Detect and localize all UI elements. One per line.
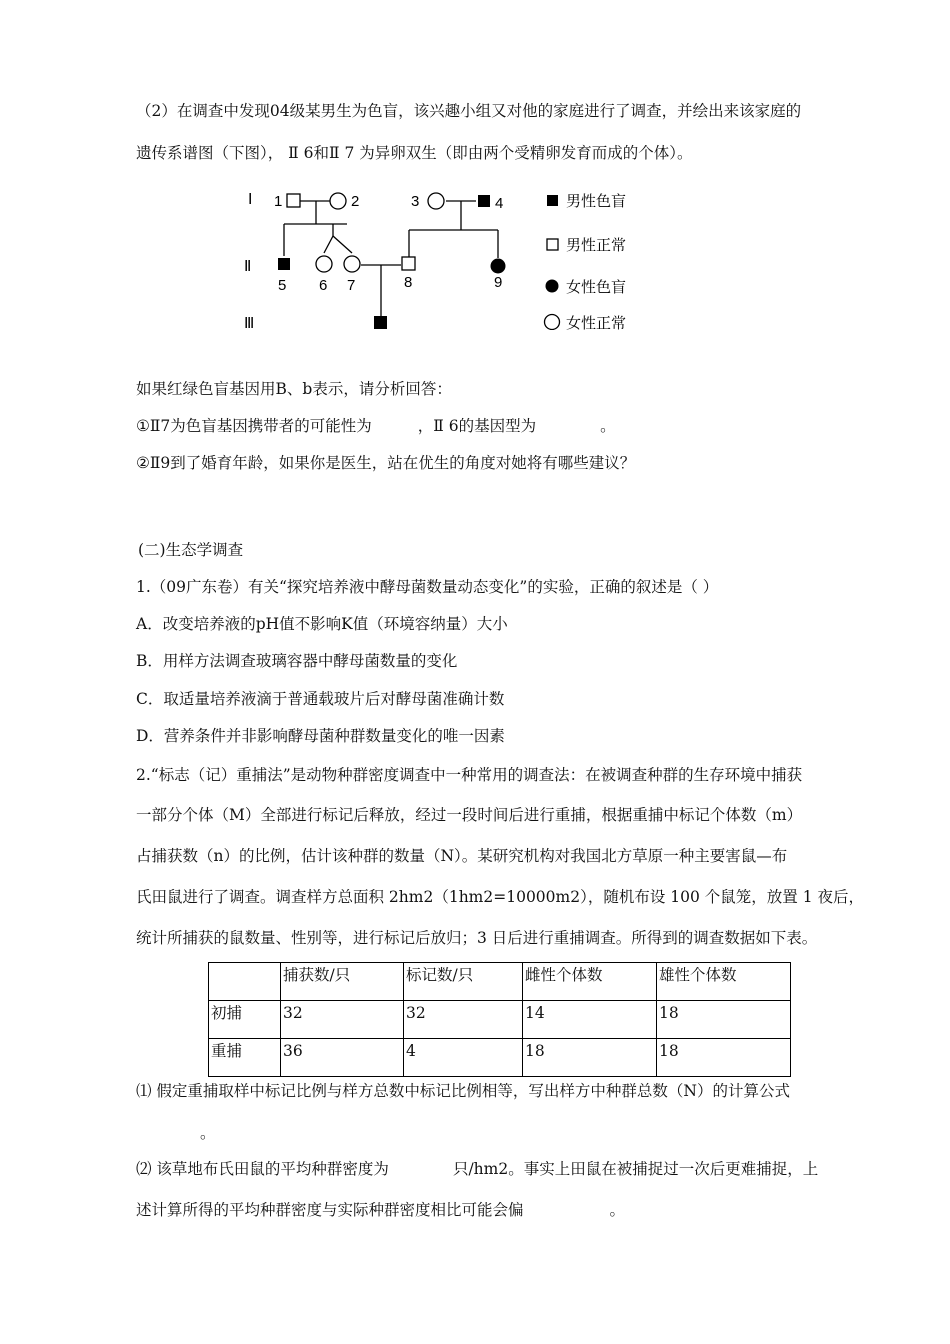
individual-label: 2 [351, 193, 360, 210]
legend-male-affected-icon [547, 195, 558, 206]
question-end: 。 [600, 417, 616, 435]
individual-label: 9 [494, 274, 503, 291]
table-header-cell: 雌性个体数 [523, 963, 657, 1001]
table-header-cell: 雄性个体数 [657, 963, 791, 1001]
subquestion-2-line-2 [136, 1200, 625, 1220]
individual-label: 8 [404, 274, 413, 291]
individual-label: 7 [347, 277, 356, 294]
option-c: C．取适量培养液滴于普通载玻片后对酵母菌准确计数 [136, 690, 505, 708]
q2-paragraph-line: 2.“标志（记）重捕法”是动物种群密度调查中一种常用的调查法：在被调查种群的生存环境中捕获 [136, 766, 803, 784]
analysis-question-2: ②Ⅱ9到了婚育年龄，如果你是医生，站在优生的角度对她将有哪些建议？ [136, 454, 636, 472]
analysis-question-1 [136, 416, 616, 436]
legend-male-normal-label: 男性正常 [566, 237, 627, 254]
table-row [209, 1001, 791, 1039]
table-cell: 18 [657, 1039, 791, 1077]
table-header-cell: 标记数/只 [404, 963, 523, 1001]
question-text: ⑵ 该草地布氏田鼠的平均种群密度为 [136, 1160, 389, 1178]
legend-female-normal-label: 女性正常 [566, 315, 627, 330]
individual-label: 6 [319, 277, 328, 294]
table-cell: 32 [281, 1001, 404, 1039]
generation-label: Ⅲ [244, 315, 255, 330]
individual-7-symbol [344, 256, 360, 272]
q2-paragraph-line: 氏田鼠进行了调查。调查样方总面积 2hm2（1hm2=10000m2），随机布设 100 个鼠笼，放置 1 夜后， [136, 888, 864, 906]
survey-data-table [208, 962, 791, 1077]
individual-1-symbol [287, 194, 300, 207]
individual-5-symbol [278, 258, 290, 270]
individual-8-symbol [402, 257, 415, 270]
option-b: B．用样方法调查玻璃容器中酵母菌数量的变化 [136, 652, 458, 670]
question-end: 。 [609, 1201, 626, 1219]
q2-line-1: （2）在调查中发现04级某男生为色盲，该兴趣小组又对他的家庭进行了调查，并绘出来该家庭的 [136, 102, 802, 120]
option-d: D．营养条件并非影响酵母菌种群数量变化的唯一因素 [136, 727, 505, 745]
q2-line-2: 遗传系谱图（下图）， Ⅱ 6和Ⅱ 7 为异卵双生（即由两个受精卵发育而成的个体）。 [136, 144, 693, 162]
individual-III-symbol [374, 316, 387, 329]
table-cell: 36 [281, 1039, 404, 1077]
section-heading: (二)生态学调查 [138, 541, 244, 559]
question-text: ①Ⅱ7为色盲基因携带者的可能性为 [136, 417, 372, 435]
table-row [209, 1039, 791, 1077]
individual-label: 4 [495, 195, 504, 212]
individual-label: 5 [278, 277, 287, 294]
q2-paragraph-line: 统计所捕获的鼠数量、性别等，进行标记后放归；3 日后进行重捕调查。所得到的调查数据如下表。 [136, 929, 818, 947]
legend-female-affected-icon [546, 280, 559, 293]
individual-3-symbol [428, 193, 444, 209]
generation-label: Ⅱ [244, 258, 252, 275]
table-cell: 14 [523, 1001, 657, 1039]
legend-male-affected-label: 男性色盲 [566, 193, 627, 210]
individual-label: 1 [274, 193, 283, 210]
individual-label: 3 [411, 193, 420, 210]
table-cell: 4 [404, 1039, 523, 1077]
table-header-cell [209, 963, 281, 1001]
q2-paragraph-line: 占捕获数（n）的比例，估计该种群的数量（N）。某研究机构对我国北方草原一种主要害鼠—布 [136, 847, 788, 865]
legend-female-normal-icon [545, 315, 560, 330]
legend-male-normal-icon [547, 239, 558, 250]
q2-paragraph-line: 一部分个体（M）全部进行标记后释放，经过一段时间后进行重捕，根据重捕中标记个体数（m） [136, 806, 803, 824]
individual-2-symbol [330, 193, 346, 209]
question-text: 述计算所得的平均种群密度与实际种群密度相比可能会偏 [136, 1201, 524, 1219]
subquestion-1-end: 。 [200, 1124, 216, 1142]
table-header-row [209, 963, 791, 1001]
generation-label: Ⅰ [248, 191, 253, 208]
table-cell: 32 [404, 1001, 523, 1039]
subquestion-2-line [136, 1159, 818, 1179]
question-text: ，Ⅱ 6的基因型为 [417, 417, 537, 435]
analysis-intro: 如果红绿色盲基因用B、b表示，请分析回答： [136, 380, 452, 398]
option-a: A．改变培养液的pH值不影响K值（环境容纳量）大小 [136, 615, 508, 633]
individual-6-symbol [316, 256, 332, 272]
table-cell: 重捕 [209, 1039, 281, 1077]
table-header-cell: 捕获数/只 [281, 963, 404, 1001]
subquestion-1-line: ⑴ 假定重捕取样中标记比例与样方总数中标记比例相等，写出样方中种群总数（N）的计算公式 [136, 1082, 790, 1100]
question-text: 只/hm2。事实上田鼠在被捕捉过一次后更难捕捉，上 [452, 1160, 819, 1178]
mc-question-1: 1.（09广东卷）有关“探究培养液中酵母菌数量动态变化”的实验，正确的叙述是（ ） [136, 578, 719, 596]
table-cell: 18 [523, 1039, 657, 1077]
individual-9-symbol [491, 259, 506, 274]
pedigree-chart [236, 180, 656, 330]
table-cell: 初捕 [209, 1001, 281, 1039]
legend-female-affected-label: 女性色盲 [566, 279, 627, 296]
individual-4-symbol [478, 195, 490, 207]
table-cell: 18 [657, 1001, 791, 1039]
